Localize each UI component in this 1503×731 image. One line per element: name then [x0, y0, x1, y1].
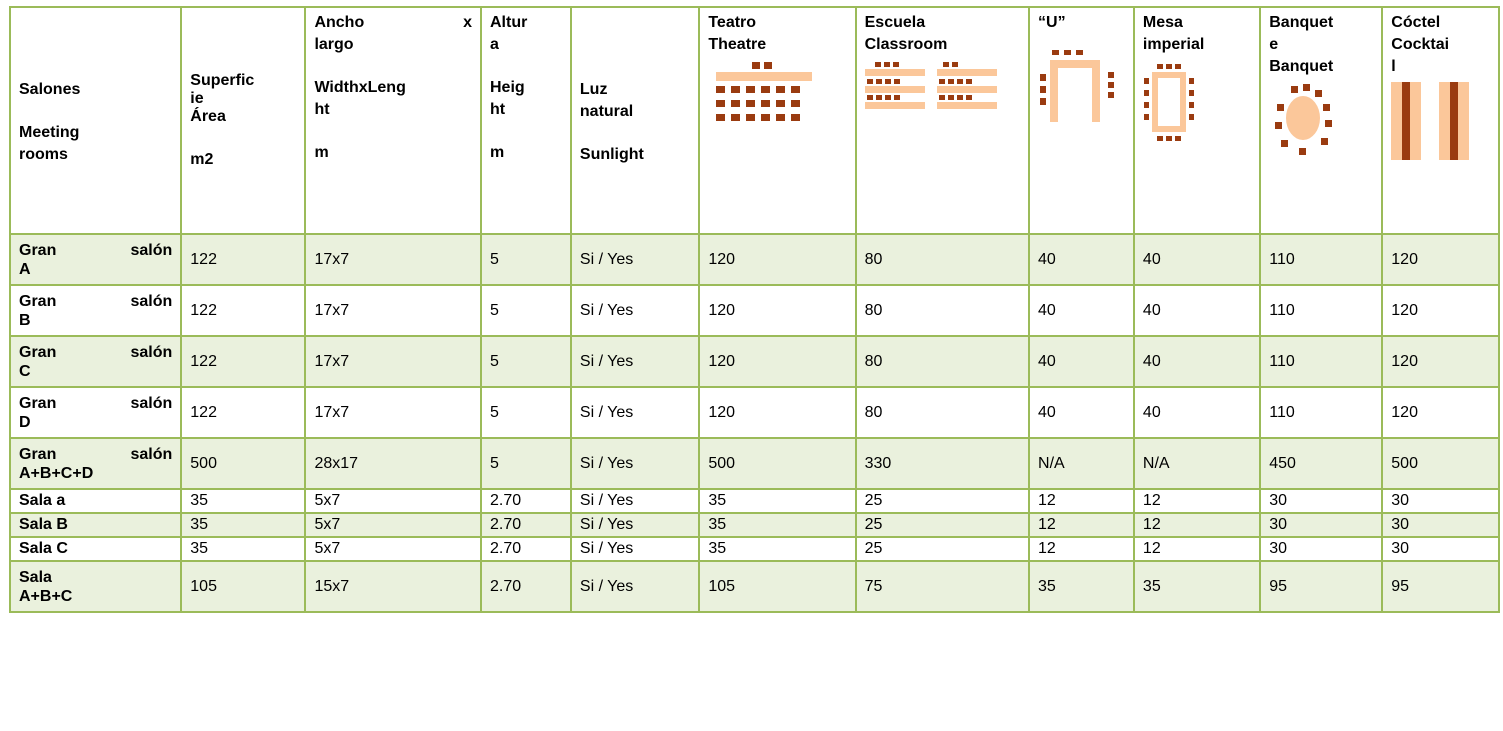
value-cell: Si / Yes	[571, 234, 699, 285]
value-cell: 12	[1134, 537, 1260, 561]
value-cell: 40	[1029, 336, 1134, 387]
value-cell: 40	[1134, 234, 1260, 285]
room-name-word: Gran	[19, 292, 57, 310]
value-cell: 17x7	[305, 285, 481, 336]
header-u	[1029, 7, 1134, 234]
table-row	[10, 234, 1499, 285]
value-cell: 110	[1260, 234, 1382, 285]
value-cell: 2.70	[481, 489, 571, 513]
value-cell: 12	[1029, 489, 1134, 513]
room-name-line	[19, 343, 172, 362]
table-row	[10, 489, 1499, 513]
value-cell: 25	[856, 537, 1029, 561]
table-row	[10, 336, 1499, 387]
room-name-word: Gran	[19, 445, 57, 463]
value-cell: 5x7	[305, 489, 481, 513]
theatre-layout-icon	[708, 60, 818, 138]
value-cell: 35	[181, 537, 305, 561]
value-cell: 35	[699, 537, 855, 561]
header-text: m	[489, 144, 505, 161]
value-cell: 120	[1382, 336, 1499, 387]
value-cell: 5x7	[305, 513, 481, 537]
value-cell: 5	[481, 387, 571, 438]
value-cell: 105	[699, 561, 855, 612]
header-row	[10, 7, 1499, 234]
banquet-layout-icon	[1269, 82, 1359, 162]
value-cell: 35	[699, 489, 855, 513]
room-name-line: A	[19, 260, 31, 278]
value-cell: 80	[856, 336, 1029, 387]
value-cell: 30	[1260, 513, 1382, 537]
table-row	[10, 561, 1499, 612]
value-cell: 40	[1029, 285, 1134, 336]
value-cell: 95	[1260, 561, 1382, 612]
header-coctel	[1382, 7, 1499, 234]
header-text: Ancho	[314, 14, 365, 31]
value-cell: 122	[181, 234, 305, 285]
value-cell: 12	[1134, 489, 1260, 513]
cocktail-layout-icon	[1391, 82, 1483, 162]
value-cell: Si / Yes	[571, 537, 699, 561]
header-text: m	[314, 144, 329, 161]
header-text: imperial	[1142, 36, 1205, 53]
value-cell: 122	[181, 285, 305, 336]
value-cell: 500	[1382, 438, 1499, 489]
value-cell: 80	[856, 285, 1029, 336]
value-cell: N/A	[1134, 438, 1260, 489]
value-cell: 2.70	[481, 537, 571, 561]
room-name-line: A+B+C	[19, 587, 73, 605]
table-row	[10, 513, 1499, 537]
value-cell: 105	[181, 561, 305, 612]
value-cell: 40	[1134, 387, 1260, 438]
u-shape-layout-icon	[1038, 38, 1120, 148]
room-name-word: Gran	[19, 241, 57, 259]
value-cell: 12	[1029, 537, 1134, 561]
header-text: Banquet	[1269, 58, 1334, 75]
header-text: Teatro	[708, 14, 757, 31]
room-name-cell	[10, 438, 181, 489]
room-name-line: Sala a	[19, 492, 66, 509]
value-cell: 30	[1382, 513, 1499, 537]
value-cell: 12	[1134, 513, 1260, 537]
value-cell: 80	[856, 234, 1029, 285]
header-text: Cóctel	[1391, 14, 1441, 31]
header-ancho	[305, 7, 481, 234]
room-name-line: B	[19, 311, 31, 329]
value-cell: 120	[1382, 285, 1499, 336]
header-text: Altur	[489, 14, 528, 31]
header-text: Área	[190, 108, 226, 125]
value-cell: Si / Yes	[571, 438, 699, 489]
value-cell: 28x17	[305, 438, 481, 489]
value-cell: 120	[1382, 234, 1499, 285]
room-name-word: salón	[130, 241, 173, 259]
value-cell: 110	[1260, 336, 1382, 387]
value-cell: 17x7	[305, 234, 481, 285]
room-name-line: D	[19, 413, 31, 431]
value-cell: 330	[856, 438, 1029, 489]
value-cell: 110	[1260, 285, 1382, 336]
value-cell: 120	[699, 387, 855, 438]
header-text: Superfic	[190, 72, 255, 89]
header-text: ie	[190, 90, 204, 107]
room-name-line	[19, 292, 172, 311]
header-text: Heig	[489, 79, 525, 96]
value-cell: Si / Yes	[571, 561, 699, 612]
value-cell: 25	[856, 489, 1029, 513]
value-cell: 2.70	[481, 561, 571, 612]
value-cell: N/A	[1029, 438, 1134, 489]
room-name-word: salón	[130, 292, 173, 310]
room-name-cell	[10, 561, 181, 612]
value-cell: 5x7	[305, 537, 481, 561]
value-cell: 120	[699, 285, 855, 336]
room-name-cell	[10, 285, 181, 336]
value-cell: 5	[481, 438, 571, 489]
value-cell: 40	[1134, 285, 1260, 336]
table-row	[10, 537, 1499, 561]
header-text: Sunlight	[579, 146, 644, 163]
header-text: “U”	[1038, 14, 1066, 31]
header-text: e	[1269, 36, 1279, 53]
table-row	[10, 285, 1499, 336]
value-cell: 110	[1260, 387, 1382, 438]
header-mesa	[1134, 7, 1260, 234]
value-cell: 17x7	[305, 336, 481, 387]
room-name-line: Sala B	[19, 516, 68, 533]
classroom-layout-icon	[865, 60, 1007, 124]
value-cell: 5	[481, 285, 571, 336]
value-cell: Si / Yes	[571, 285, 699, 336]
value-cell: 75	[856, 561, 1029, 612]
value-cell: 5	[481, 336, 571, 387]
header-text: largo	[314, 36, 354, 53]
room-name-cell	[10, 387, 181, 438]
room-name-cell	[10, 537, 181, 561]
value-cell: 12	[1029, 513, 1134, 537]
header-text: l	[1391, 58, 1396, 75]
header-teatro	[699, 7, 855, 234]
value-cell: Si / Yes	[571, 513, 699, 537]
value-cell: 35	[1029, 561, 1134, 612]
room-name-line: Sala	[19, 568, 52, 586]
value-cell: 25	[856, 513, 1029, 537]
room-name-cell	[10, 234, 181, 285]
value-cell: 35	[181, 489, 305, 513]
header-text: Cocktai	[1391, 36, 1450, 53]
room-name-cell	[10, 336, 181, 387]
header-superficie	[181, 7, 305, 234]
value-cell: 40	[1029, 387, 1134, 438]
header-text: Classroom	[864, 36, 948, 53]
value-cell: 122	[181, 387, 305, 438]
table-container	[9, 6, 1500, 613]
room-name-cell	[10, 489, 181, 513]
header-text: Meeting rooms	[19, 124, 80, 163]
room-name-word: salón	[130, 445, 173, 463]
room-name-line	[19, 241, 172, 260]
room-name-line	[19, 445, 172, 464]
room-name-line: C	[19, 362, 31, 380]
table-row	[10, 438, 1499, 489]
value-cell: 80	[856, 387, 1029, 438]
header-text: natural	[579, 103, 634, 120]
header-text: m2	[190, 151, 214, 168]
value-cell: 35	[181, 513, 305, 537]
header-text: Escuela	[864, 14, 926, 31]
value-cell: 30	[1382, 489, 1499, 513]
value-cell: 5	[481, 234, 571, 285]
value-cell: 40	[1134, 336, 1260, 387]
value-cell: 122	[181, 336, 305, 387]
value-cell: 40	[1029, 234, 1134, 285]
room-name-line: A+B+C+D	[19, 464, 94, 482]
header-text: Banquet	[1269, 14, 1334, 31]
header-text: a	[489, 36, 499, 53]
header-text: ht	[314, 101, 330, 118]
header-text: Theatre	[708, 36, 767, 53]
value-cell: Si / Yes	[571, 387, 699, 438]
header-text: Luz	[579, 81, 608, 98]
value-cell: 450	[1260, 438, 1382, 489]
value-cell: 95	[1382, 561, 1499, 612]
value-cell: 17x7	[305, 387, 481, 438]
room-name-cell	[10, 513, 181, 537]
header-text: WidthxLeng	[314, 79, 406, 96]
value-cell: 120	[699, 234, 855, 285]
room-name-word: Gran	[19, 394, 57, 412]
value-cell: 120	[1382, 387, 1499, 438]
value-cell: 30	[1382, 537, 1499, 561]
value-cell: 500	[699, 438, 855, 489]
room-name-word: salón	[130, 343, 173, 361]
header-text: ht	[489, 101, 506, 118]
room-name-word: salón	[130, 394, 173, 412]
room-name-line	[19, 394, 172, 413]
meeting-rooms-table	[9, 6, 1500, 613]
table-row	[10, 387, 1499, 438]
value-cell: 15x7	[305, 561, 481, 612]
value-cell: 2.70	[481, 513, 571, 537]
header-escuela	[856, 7, 1029, 234]
header-text: x	[463, 14, 472, 31]
value-cell: Si / Yes	[571, 489, 699, 513]
header-altura	[481, 7, 571, 234]
value-cell: 500	[181, 438, 305, 489]
value-cell: 120	[699, 336, 855, 387]
header-luz	[571, 7, 699, 234]
boardroom-layout-icon	[1143, 60, 1243, 150]
room-name-word: Gran	[19, 343, 57, 361]
value-cell: Si / Yes	[571, 336, 699, 387]
value-cell: 35	[1134, 561, 1260, 612]
value-cell: 35	[699, 513, 855, 537]
value-cell: 30	[1260, 537, 1382, 561]
table-body	[10, 234, 1499, 612]
room-name-line: Sala C	[19, 540, 68, 557]
header-text: Mesa	[1142, 14, 1183, 31]
value-cell: 30	[1260, 489, 1382, 513]
header-text: Salones	[19, 81, 81, 98]
header-salones	[10, 7, 181, 234]
header-banquet	[1260, 7, 1382, 234]
